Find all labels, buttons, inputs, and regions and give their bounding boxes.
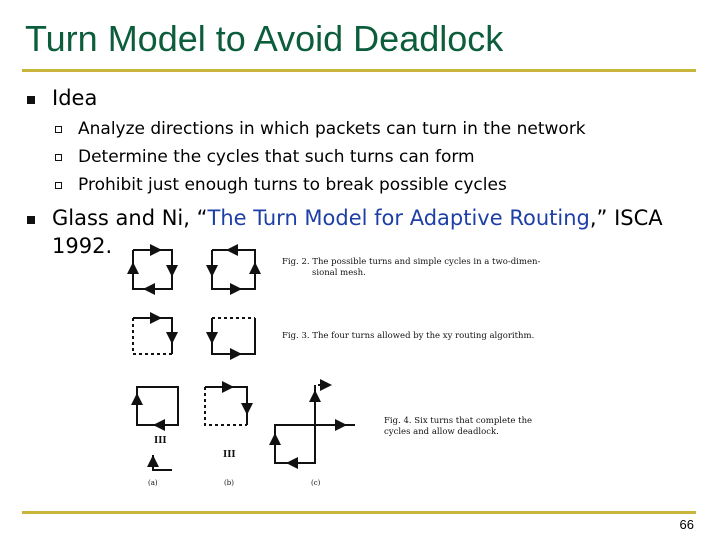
subfigure-label-a: (a) [148,479,158,487]
fig3-caption: Fig. 3. The four turns allowed by the xy routing algorithm. [282,331,535,341]
roman-label-a: III [154,436,167,446]
footer-divider [22,511,696,514]
fig4-cycle-c [275,385,355,463]
fig3-xy-turns-b [212,318,255,354]
fig4-cycle-a [137,387,178,425]
fig4-caption: Fig. 4. Six turns that complete the cycles and allow deadlock. [384,416,533,437]
slide-title: Turn Model to Avoid Deadlock [25,18,504,59]
fig2-cycle-counterclockwise [212,250,255,289]
sub-bullet-2: Determine the cycles that such turns can form [78,147,475,167]
bullet-idea: Idea [52,86,98,110]
sub-bullet-1: Analyze directions in which packets can turn in the network [78,119,586,139]
fig2-caption: Fig. 2. The possible turns and simple cycles in a two-dimen- sional mesh. [282,257,541,278]
fig3-xy-turns-a [133,318,172,354]
subfigure-label-b: (b) [224,479,234,487]
fig4-turn-a-small [153,455,172,470]
reference-prefix: Glass and Ni, “ [52,206,208,230]
reference-suffix: ,” ISCA [589,206,663,230]
fig4-cycle-b [205,387,247,425]
reference-paper-link[interactable]: The Turn Model for Adaptive Routing [207,206,590,230]
page-number: 66 [679,517,694,532]
reference-year: 1992. [52,234,113,258]
fig2-cycle-clockwise [133,250,172,289]
sub-bullet-3: Prohibit just enough turns to break possible cycles [78,175,507,195]
subfigure-label-c: (c) [311,479,321,487]
roman-label-b: III [223,450,236,460]
